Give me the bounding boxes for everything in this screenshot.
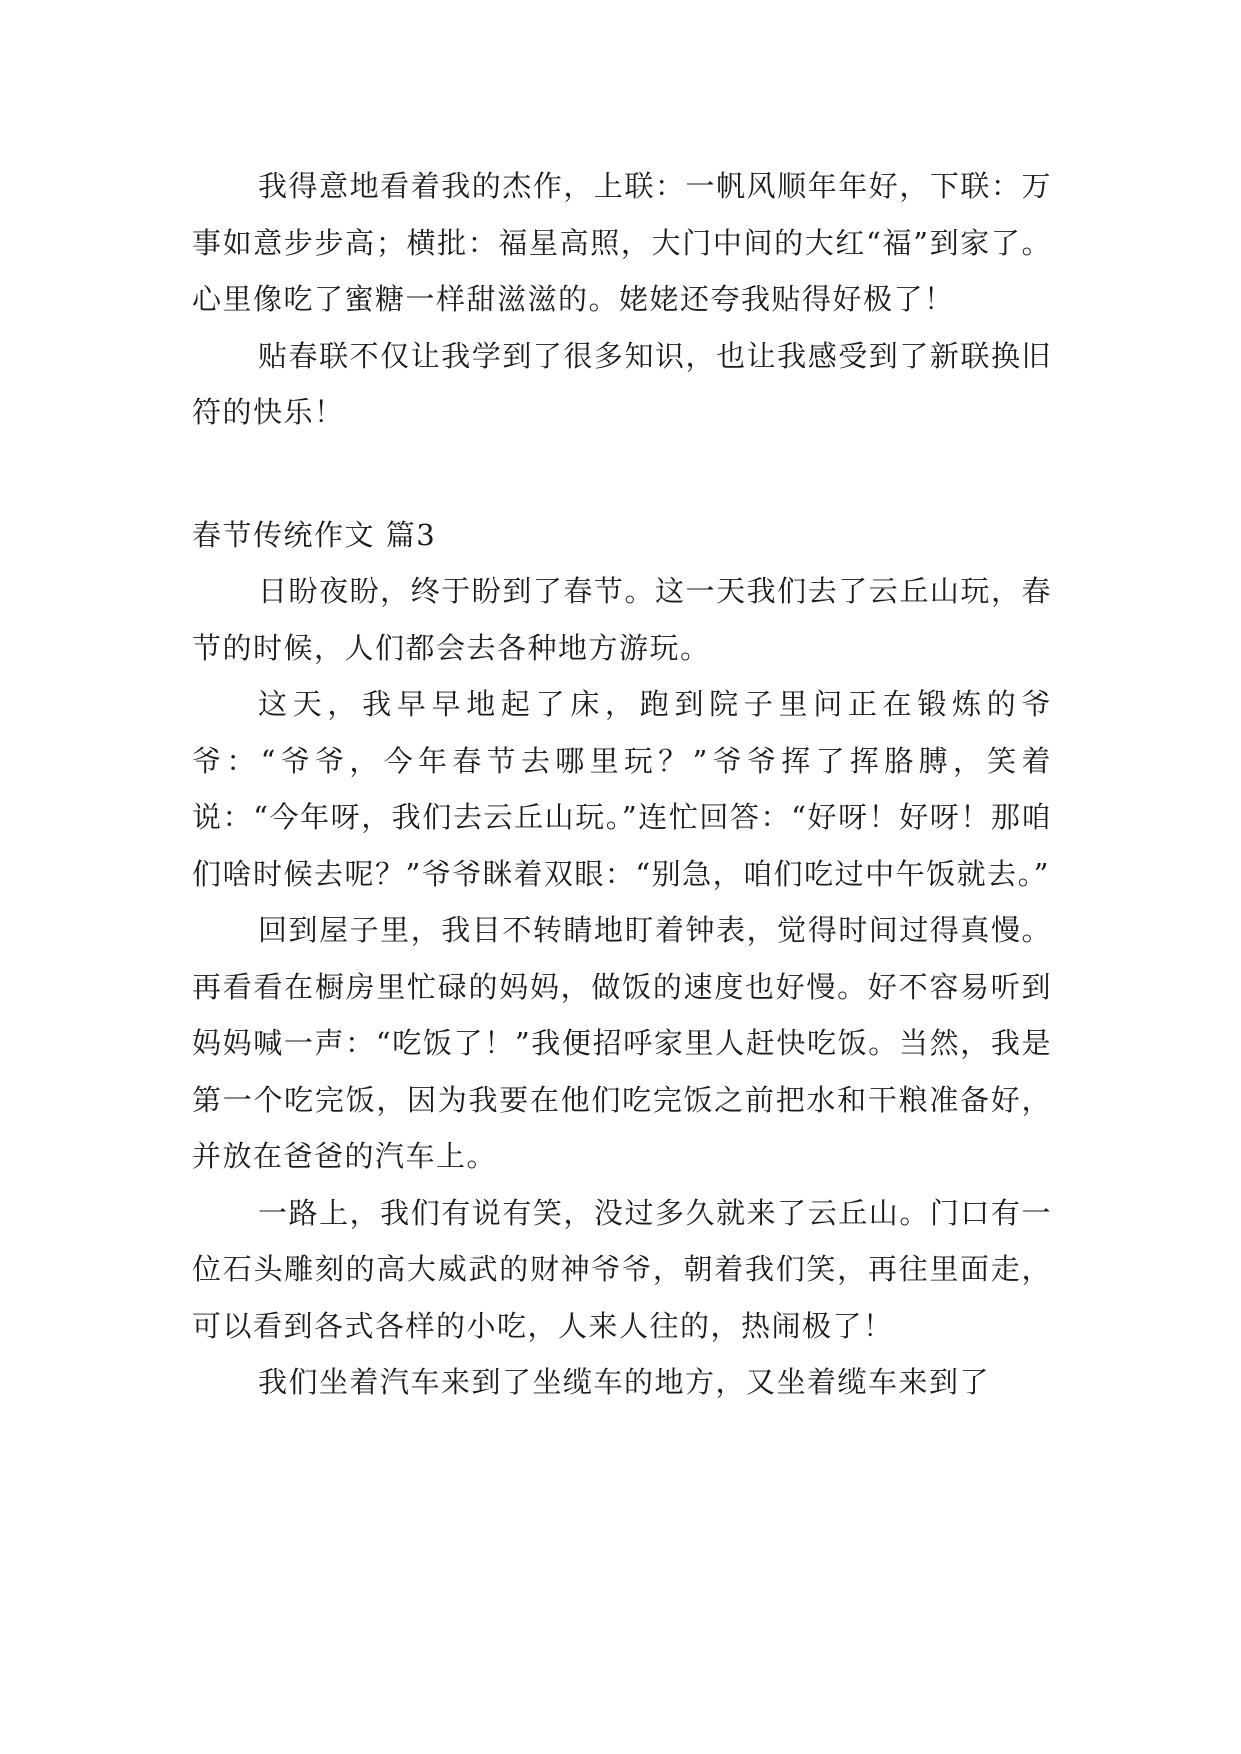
paragraph-waiting: 回到屋子里，我目不转睛地盯着钟表，觉得时间过得真慢。再看看在橱房里忙碌的妈妈，做饭的速度也好慢。好不容易听到妈妈喊一声：“吃饭了！”我便招呼家里人赶快吃饭。当然，我是第一个吃完饭，因为我要在他们吃完饭之前把水和干粮准备好，并放在爸爸的汽车上。 <box>192 913 1052 1173</box>
section-gap <box>192 441 1052 507</box>
paragraph-cable-car: 我们坐着汽车来到了坐缆车的地方，又坐着缆车来到了 <box>258 1365 991 1399</box>
section-heading: 春节传统作文 篇3 <box>192 517 437 552</box>
paragraph-intro: 日盼夜盼，终于盼到了春节。这一天我们去了云丘山玩，春节的时候，人们都会去各种地方游玩。 <box>192 574 1052 665</box>
document-page <box>192 158 1052 1411</box>
paragraph-grandpa-dialogue: 这天，我早早地起了床，跑到院子里问正在锻炼的爷爷：“爷爷，今年春节去哪里玩？”爷爷挥了挥胳膊，笑着说：“今年呀，我们去云丘山玩。”连忙回答：“好呀！好呀！那咱们啥时候去呢？”爷爷眯着双眼：“别急，咱们吃过中午饭就去。” <box>192 687 1052 891</box>
paragraph-couplet: 我得意地看着我的杰作，上联：一帆风顺年年好，下联：万事如意步步高；横批：福星高照，大门中间的大红“福”到家了。心里像吃了蜜糖一样甜滋滋的。姥姥还夸我贴得好极了！ <box>192 169 1052 316</box>
paragraph-couplet-conclusion: 贴春联不仅让我学到了很多知识，也让我感受到了新联换旧符的快乐！ <box>192 338 1052 429</box>
paragraph-arrival: 一路上，我们有说有笑，没过多久就来了云丘山。门口有一位石头雕刻的高大威武的财神爷爷，朝着我们笑，再往里面走，可以看到各式各样的小吃，人来人往的，热闹极了！ <box>192 1195 1052 1343</box>
